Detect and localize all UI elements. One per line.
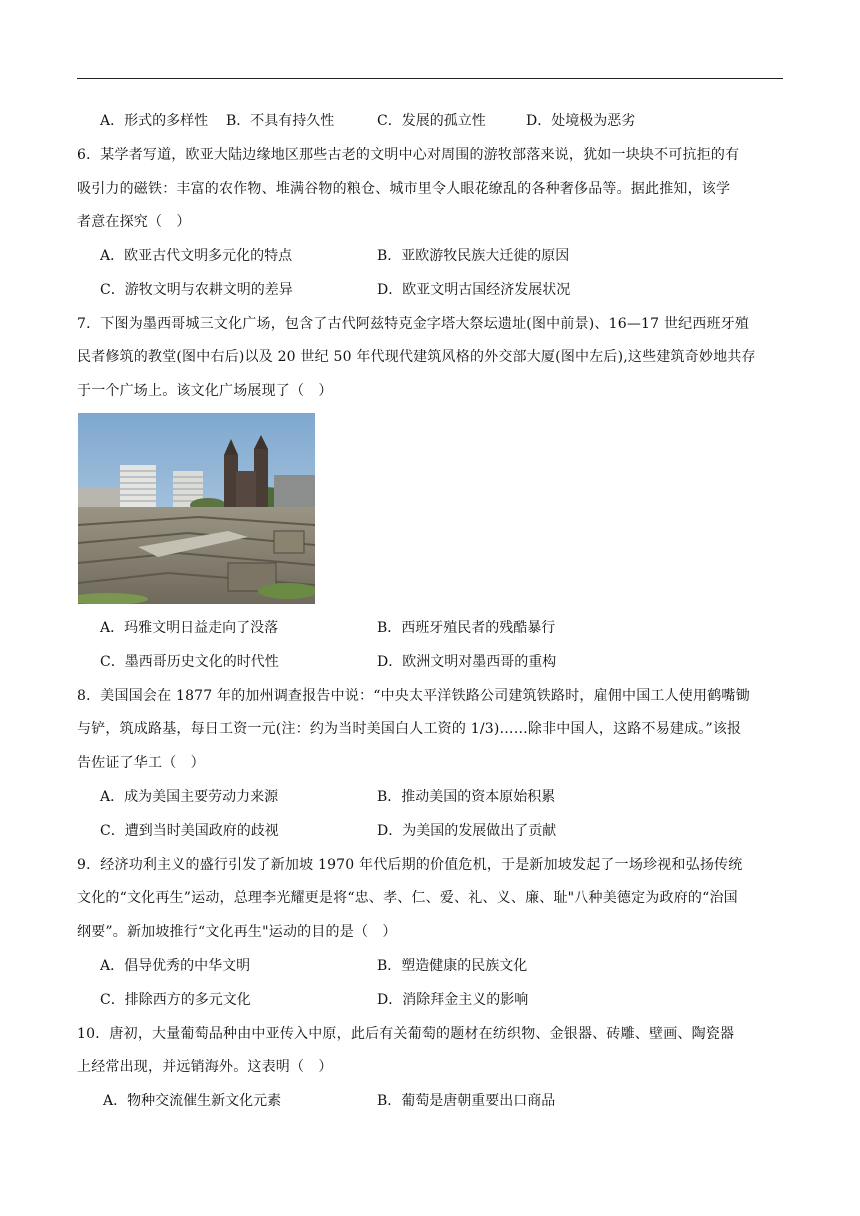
q8-stem-line-3: 告佐证了华工（ ） xyxy=(77,755,205,771)
q9-stem-line-1: 9．经济功利主义的盛行引发了新加坡 1970 年代后期的价值危机，于是新加坡发起了一场珍视和弘扬传统 xyxy=(77,857,743,873)
q7-option-a[interactable]: A．玛雅文明日益走向了没落 xyxy=(100,620,279,636)
q9-stem-line-3: 纲要”。新加坡推行“文化再生"运动的目的是（ ） xyxy=(77,924,397,940)
q10-option-a[interactable]: A．物种交流催生新文化元素 xyxy=(103,1093,282,1109)
q8-option-a[interactable]: A．成为美国主要劳动力来源 xyxy=(100,789,279,805)
q9-option-a[interactable]: A．倡导优秀的中华文明 xyxy=(100,958,251,974)
q8-option-c[interactable]: C．遭到当时美国政府的歧视 xyxy=(100,823,279,839)
q7-stem-line-2: 民者修筑的教堂(图中右后)以及 20 世纪 50 年代现代建筑风格的外交部大厦(图中左后),这些建筑奇妙地共存 xyxy=(77,349,756,365)
q6-option-d[interactable]: D．欧亚文明古国经济发展状况 xyxy=(377,282,571,298)
q6-stem-line-1: 6．某学者写道，欧亚大陆边缘地区那些古老的文明中心对周围的游牧部落来说，犹如一块块不可抗拒的有 xyxy=(77,147,740,163)
q7-option-d[interactable]: D．欧洲文明对墨西哥的重构 xyxy=(377,654,557,670)
q10-stem-line-2: 上经常出现，并远销海外。这表明（ ） xyxy=(77,1059,333,1075)
q7-stem-line-1: 7．下图为墨西哥城三文化广场，包含了古代阿兹特克金字塔大祭坛遗址(图中前景)、16—17 世纪西班牙殖 xyxy=(77,316,750,332)
q8-stem-line-1: 8．美国国会在 1877 年的加州调查报告中说：“中央太平洋铁路公司建筑铁路时，雇佣中国工人使用鹤嘴锄 xyxy=(77,688,750,704)
q7-option-c[interactable]: C．墨西哥历史文化的时代性 xyxy=(100,654,279,670)
q8-option-d[interactable]: D．为美国的发展做出了贡献 xyxy=(377,823,557,839)
q6-option-c[interactable]: C．游牧文明与农耕文明的差异 xyxy=(100,282,293,298)
q6-stem-line-2: 吸引力的磁铁：丰富的农作物、堆满谷物的粮仓、城市里令人眼花缭乱的各种奢侈品等。据此推知，该学 xyxy=(77,181,731,197)
q5-option-d[interactable]: D．处境极为恶劣 xyxy=(526,113,636,129)
q6-stem-line-3: 者意在探究（ ） xyxy=(77,214,191,230)
q8-stem-line-2: 与铲，筑成路基，每日工资一元(注：约为当时美国白人工资的 1/3)……除非中国人，这路不易建成。”该报 xyxy=(77,721,742,737)
q5-option-c[interactable]: C．发展的孤立性 xyxy=(377,113,486,129)
q7-option-b[interactable]: B．西班牙殖民者的残酷暴行 xyxy=(377,620,556,636)
q6-option-a[interactable]: A．欧亚古代文明多元化的特点 xyxy=(100,248,293,264)
q9-option-c[interactable]: C．排除西方的多元文化 xyxy=(100,992,251,1008)
q5-option-b[interactable]: B．不具有持久性 xyxy=(226,113,335,129)
q6-option-b[interactable]: B．亚欧游牧民族大迁徙的原因 xyxy=(377,248,570,264)
q9-stem-line-2: 文化的“文化再生”运动，总理李光耀更是将“忠、孝、仁、爱、礼、义、廉、耻"八种美德定为政府的“治国 xyxy=(77,890,738,906)
q8-option-b[interactable]: B．推动美国的资本原始积累 xyxy=(377,789,556,805)
q10-stem-line-1: 10．唐初，大量葡萄品种由中亚传入中原，此后有关葡萄的题材在纺织物、金银器、砖雕、壁画、陶瓷器 xyxy=(77,1026,735,1042)
q9-option-b[interactable]: B．塑造健康的民族文化 xyxy=(377,958,528,974)
q7-stem-line-3: 于一个广场上。该文化广场展现了（ ） xyxy=(77,383,333,399)
header-rule xyxy=(77,78,783,79)
plaza-photo xyxy=(78,413,315,604)
q10-option-b[interactable]: B．葡萄是唐朝重要出口商品 xyxy=(377,1093,556,1109)
q9-option-d[interactable]: D．消除拜金主义的影响 xyxy=(377,992,529,1008)
q5-option-a[interactable]: A．形式的多样性 xyxy=(100,113,209,129)
